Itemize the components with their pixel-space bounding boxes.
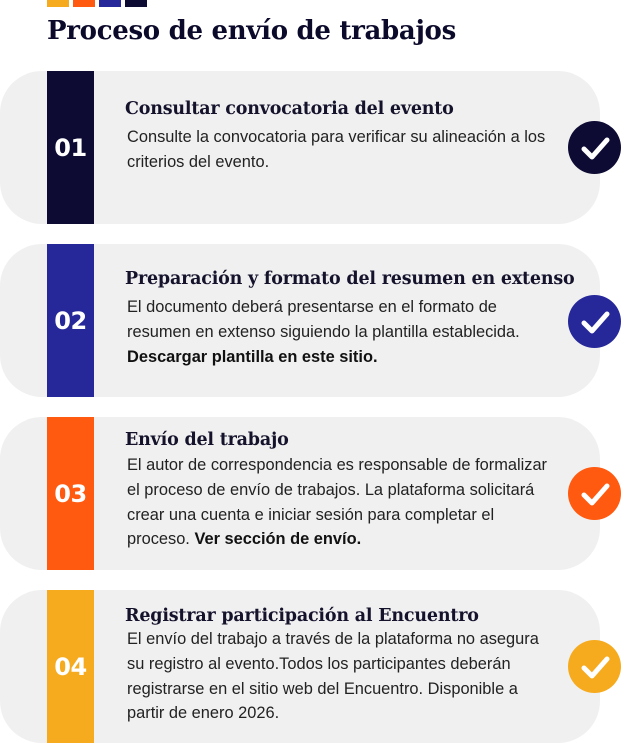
step-description — [127, 125, 554, 175]
step-card-4 — [0, 590, 600, 743]
step-title: Consultar convocatoria del evento — [125, 99, 454, 119]
checkmark-circle-icon — [568, 467, 621, 520]
step-number: 04 — [54, 652, 87, 681]
step-number: 02 — [54, 306, 87, 335]
step-content — [125, 430, 554, 552]
step-content — [125, 99, 554, 175]
step-title: Registrar participación al Encuentro — [125, 606, 479, 626]
color-bar-orange — [47, 0, 69, 7]
step-description-text: Consulte la convocatoria para verificar su alineación a los criterios del evento. — [127, 128, 546, 171]
page-title: Proceso de envío de trabajos — [47, 16, 456, 46]
color-bar-navy — [125, 0, 147, 7]
step-card-2 — [0, 244, 600, 397]
step-number-strip — [47, 417, 94, 570]
color-bar-blue — [99, 0, 121, 7]
step-number-strip — [47, 244, 94, 397]
step-description — [127, 295, 554, 369]
step-description — [127, 453, 554, 552]
top-color-bars — [47, 0, 147, 7]
step-card-3 — [0, 417, 600, 570]
checkmark-circle-icon — [568, 121, 621, 174]
step-number: 03 — [54, 479, 87, 508]
checkmark-circle-icon — [568, 640, 621, 693]
step-number-strip — [47, 71, 94, 224]
submission-section-link[interactable]: Ver sección de envío. — [194, 530, 362, 549]
step-title: Preparación y formato del resumen en extenso — [125, 269, 575, 289]
step-card-1 — [0, 71, 600, 224]
download-template-link[interactable]: Descargar plantilla en este sitio. — [127, 347, 378, 366]
step-content — [125, 269, 575, 369]
step-description-text: El autor de correspondencia es responsable de formalizar el proceso de envío de trabajos. La plataforma solicitará crear una cuenta e iniciar sesión para completar el proceso. — [127, 456, 548, 549]
step-number: 01 — [54, 133, 87, 162]
step-title: Envío del trabajo — [125, 430, 289, 450]
checkmark-circle-icon — [568, 295, 621, 348]
step-description — [127, 627, 554, 726]
step-description-text: El documento deberá presentarse en el formato de resumen en extenso siguiendo la plantilla establecida. — [127, 298, 520, 341]
step-description-text: El envío del trabajo a través de la plataforma no asegura su registro al evento.Todos los participantes deberán registrarse en el sitio web del Encuentro. Disponible a partir de enero 2026. — [127, 630, 539, 723]
step-content — [125, 606, 554, 726]
step-number-strip — [47, 590, 94, 743]
color-bar-red-orange — [73, 0, 95, 7]
